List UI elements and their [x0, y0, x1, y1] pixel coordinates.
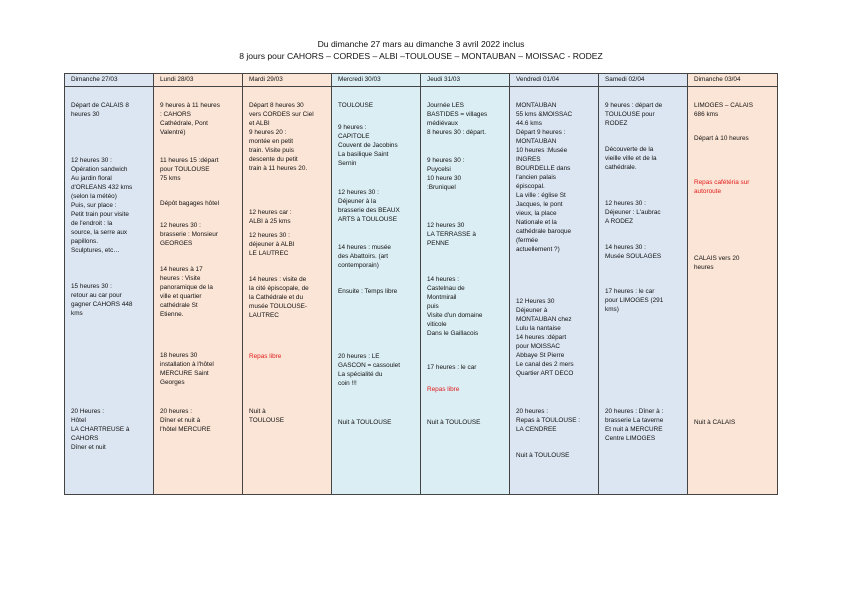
schedule-entry: 9 heures : CAPITOLE Couvent de Jacobins La basilique Saint Sernin: [338, 124, 398, 167]
schedule-entry: 14 heures : musée des Abattoirs. (art contemporain): [338, 244, 391, 269]
day-header-tuesday-29: Mardi 29/03: [243, 74, 332, 87]
day-cell-friday-01: [510, 87, 599, 495]
schedule-entry: 9 heures : départ de TOULOUSE pour RODEZ: [605, 102, 663, 127]
schedule-entry: Départ à 10 heures: [694, 135, 749, 142]
schedule-entry: 11 heures 15 :départ pour TOULOUSE 75 kms: [160, 157, 219, 182]
schedule-entry: CALAIS vers 20 heures: [694, 255, 740, 271]
schedule-entry: 20 heures : Dîner à : brasserie La taverne Et nuit à MERCURE Centre LIMOGES: [605, 408, 664, 442]
day-cell-wednesday-30: [332, 87, 421, 495]
schedule-entry: 14 heures : Castelnau de Montmirail puis Visite d'un domaine viticole Dans le Gaillacois: [427, 276, 483, 337]
schedule-entry: LIMOGES – CALAIS 686 kms: [694, 102, 753, 118]
day-header-sunday-27: Dimanche 27/03: [65, 74, 154, 87]
schedule-entry: Nuit à TOULOUSE: [249, 408, 285, 424]
day-cell-sunday-03: [688, 87, 778, 495]
schedule-entry: 12 Heures 30 Déjeuner à MONTAUBAN chez Lulu la nantaise 14 heures :départ pour MOISSAC Abbaye St Pierre Le canal des 2 mers Quartier ART DECO: [516, 298, 574, 377]
day-header-sunday-03: Dimanche 03/04: [688, 74, 778, 87]
schedule-entry: 9 heures à 11 heures : CAHORS Cathédrale, Pont Valentré): [160, 102, 220, 136]
schedule-entry: 17 heures : le car: [427, 364, 477, 371]
schedule-entry: 9 heures 30 : Puycelsi 10 heure 30 :Bruniquel: [427, 157, 465, 191]
day-header-saturday-02: Samedi 02/04: [599, 74, 688, 87]
schedule-entry: Nuit à CALAIS: [694, 419, 736, 426]
schedule-entry: 15 heures 30 : retour au car pour gagner CAHORS 448 kms: [71, 283, 133, 317]
schedule-entry: Nuit à TOULOUSE: [427, 419, 481, 426]
schedule-entry: MONTAUBAN 55 kms &MOISSAC 44.6 kms Départ 9 heures : MONTAUBAN 10 heures :Musée INGRES BOURDELLE dans l'ancien palais épiscopal. La ville : église St Jacques, le pont vieux, la place Nationale et la cathédrale baroque (fermée actuellement ?): [516, 102, 573, 253]
schedule-entry: 12 heures 30 : Déjeuner : L'aubrac A RODEZ: [605, 200, 661, 225]
schedule-entry: 12 heures 30 : déjeuner à ALBI LE LAUTREC: [249, 232, 295, 257]
day-header-thursday-31: Jeudi 31/03: [421, 74, 510, 87]
schedule-entry: 14 heures : visite de la cité épiscopale, de la Cathédrale et du musée TOULOUSE- LAUTREC: [249, 276, 309, 319]
schedule-entry: Découverte de la vieille ville et de la cathédrale.: [605, 146, 657, 171]
schedule-entry: 12 heures 30 : brasserie : Monsieur GEORGES: [160, 222, 218, 247]
schedule-entry: 12 heures 30 LA TERRASSE à PENNE: [427, 222, 476, 247]
day-header-wednesday-30: Mercredi 30/03: [332, 74, 421, 87]
schedule-entry-highlight: Repas libre: [427, 386, 460, 393]
day-cell-sunday-27: [65, 87, 154, 495]
day-header-friday-01: Vendredi 01/04: [510, 74, 599, 87]
schedule-entry: Journée LES BASTIDES = villages médiévaux 8 heures 30 : départ.: [427, 102, 488, 136]
day-header-row: [65, 74, 778, 87]
title-dates: Du dimanche 27 mars au dimanche 3 avril 2022 inclus: [317, 39, 525, 49]
day-cell-thursday-31: [421, 87, 510, 495]
schedule-table: [64, 73, 778, 495]
schedule-entry: Dépôt bagages hôtel: [160, 200, 219, 207]
schedule-entry: TOULOUSE: [338, 102, 374, 109]
schedule-entry: Départ 8 heures 30 vers CORDES sur Ciel et ALBI 9 heures 20 : montée en petit train. Visite puis descente du petit train à 11 heures 20.: [249, 102, 314, 172]
day-cell-monday-28: [154, 87, 243, 495]
schedule-entry: 20 heures : Dîner et nuit à l'hôtel MERCURE: [160, 408, 211, 433]
day-cell-tuesday-29: [243, 87, 332, 495]
schedule-entry: 12 heures car : ALBI à 25 kms: [249, 209, 292, 225]
schedule-entry: Départ de CALAIS 8 heures 30: [71, 102, 129, 118]
schedule-entry: 14 heures 30 : Musée SOULAGES: [605, 244, 662, 260]
schedule-entry: 20 heures : Repas à TOULOUSE : LA CENDREE: [516, 408, 581, 433]
title-itinerary: 8 jours pour CAHORS – CORDES – ALBI –TOULOUSE – MONTAUBAN – MOISSAC - RODEZ: [239, 51, 603, 61]
day-content-row: [65, 87, 778, 495]
schedule-entry: 18 heures 30 installation à l'hôtel MERCURE Saint Georges: [160, 352, 214, 386]
schedule-entry: 20 heures : LE GASCON = cassoulet La spécialité du coin !!!: [338, 353, 400, 387]
schedule-entry-highlight: Repas libre: [249, 353, 282, 360]
schedule-entry: 12 heures 30 : Opération sandwich Au jardin floral d'ORLEANS 432 kms (selon la météo) Puis, sur place : Petit train pour visite de l'endroit : la source, la serre aux papillons. Sculptures, etc…: [71, 157, 133, 254]
day-cell-saturday-02: [599, 87, 688, 495]
schedule-entry: 20 Heures : Hôtel LA CHARTREUSE à CAHORS Dîner et nuit: [71, 408, 130, 451]
schedule-entry: 17 heures : le car pour LIMOGES (291 kms): [605, 288, 664, 313]
schedule-entry: 12 heures 30 : Déjeuner à la brasserie des BEAUX ARTS à TOULOUSE: [338, 189, 400, 223]
schedule-entry: Nuit à TOULOUSE: [516, 452, 570, 459]
schedule-entry-highlight: Repas cafétéria sur autoroute: [694, 179, 750, 195]
day-header-monday-28: Lundi 28/03: [154, 74, 243, 87]
schedule-entry: Ensuite : Temps libre: [338, 288, 398, 295]
schedule-entry: 14 heures à 17 heures : Visite panoramique de la ville et quartier cathédrale St Etienne.: [160, 266, 213, 318]
schedule-entry: Nuit à TOULOUSE: [338, 419, 392, 426]
